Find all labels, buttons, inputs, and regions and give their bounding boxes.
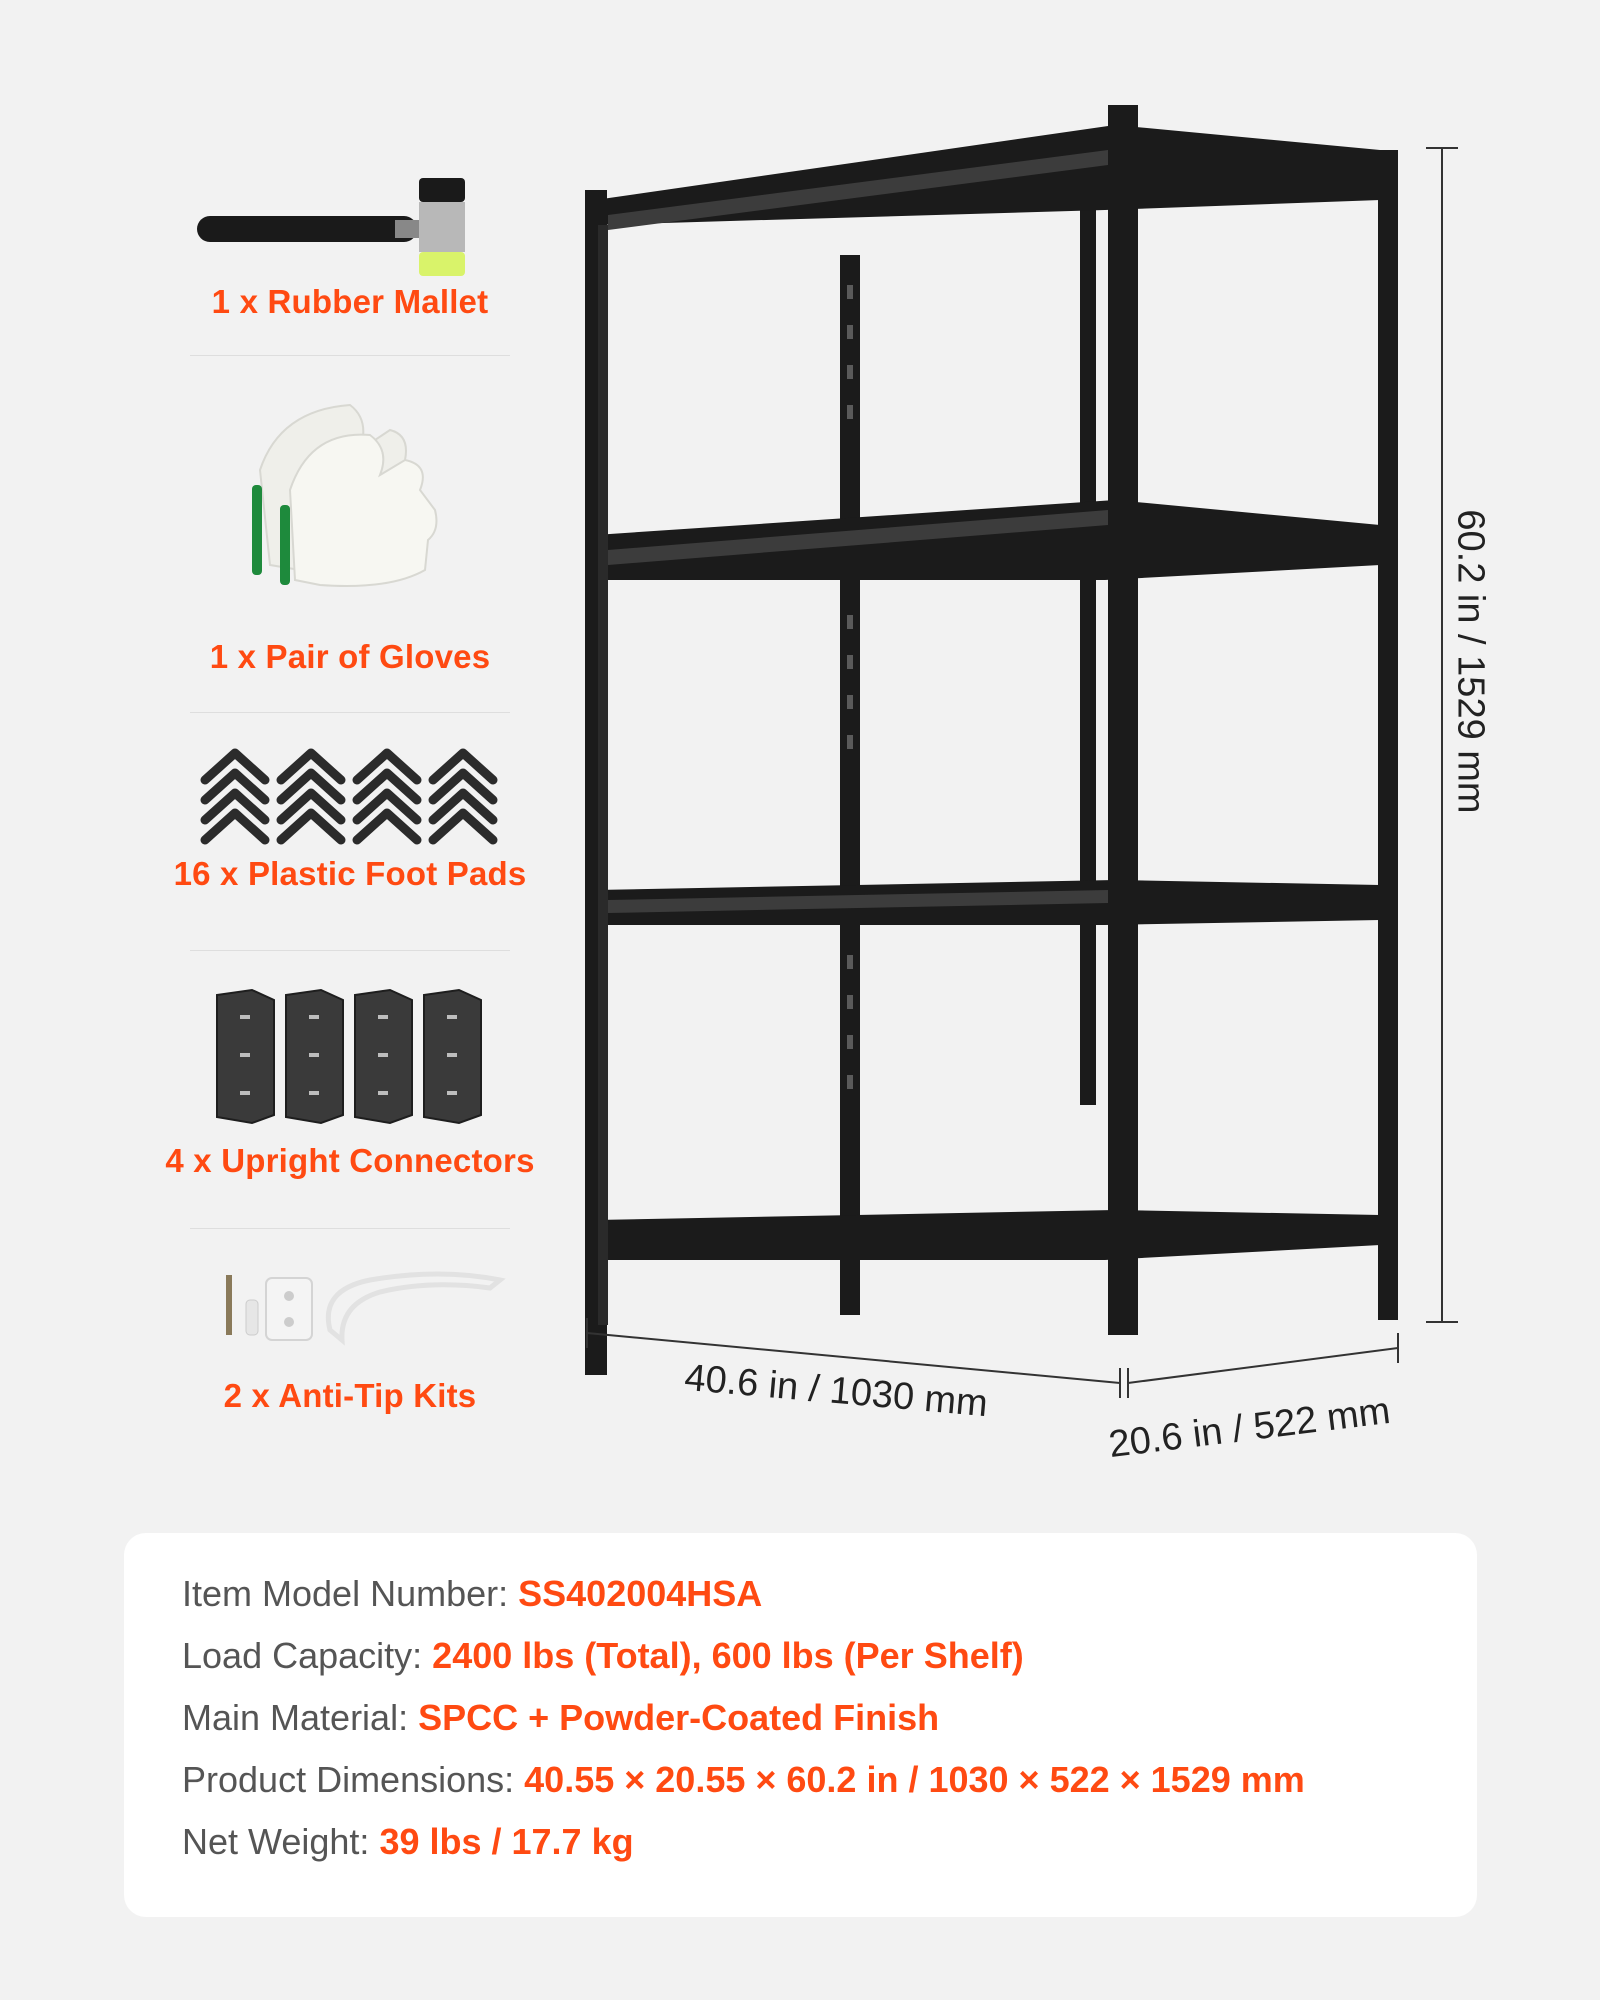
spec-value: SS402004HSA bbox=[518, 1573, 763, 1614]
spec-label: Item Model Number: bbox=[182, 1573, 509, 1614]
spec-row-model bbox=[182, 1573, 762, 1615]
accessory-label: 16 x Plastic Foot Pads bbox=[173, 855, 527, 892]
accessory-label: 4 x Upright Connectors bbox=[165, 1142, 535, 1179]
accessory-label: 1 x Rubber Mallet bbox=[211, 283, 489, 320]
accessory-label: 2 x Anti-Tip Kits bbox=[223, 1377, 477, 1414]
spec-row-dimensions bbox=[182, 1759, 1305, 1801]
spec-value: 40.55 × 20.55 × 60.2 in / 1030 × 522 × 1529 mm bbox=[524, 1759, 1305, 1800]
height-dimension-label: 60.2 in / 1529 mm bbox=[1449, 509, 1492, 814]
spec-label: Net Weight: bbox=[182, 1821, 370, 1862]
spec-row-net-weight bbox=[182, 1821, 634, 1863]
spec-value: 39 lbs / 17.7 kg bbox=[379, 1821, 634, 1862]
spec-label: Product Dimensions: bbox=[182, 1759, 515, 1800]
depth-dimension-label: 20.6 in / 522 mm bbox=[1106, 1389, 1393, 1467]
spec-row-material bbox=[182, 1697, 939, 1739]
spec-card bbox=[124, 1533, 1477, 1917]
spec-value: SPCC + Powder-Coated Finish bbox=[418, 1697, 940, 1738]
spec-row-load-capacity bbox=[182, 1635, 1024, 1677]
spec-label: Load Capacity: bbox=[182, 1635, 423, 1676]
accessory-label: 1 x Pair of Gloves bbox=[209, 638, 491, 675]
width-dimension-label: 40.6 in / 1030 mm bbox=[682, 1356, 990, 1426]
spec-label: Main Material: bbox=[182, 1697, 409, 1738]
spec-value: 2400 lbs (Total), 600 lbs (Per Shelf) bbox=[432, 1635, 1024, 1676]
